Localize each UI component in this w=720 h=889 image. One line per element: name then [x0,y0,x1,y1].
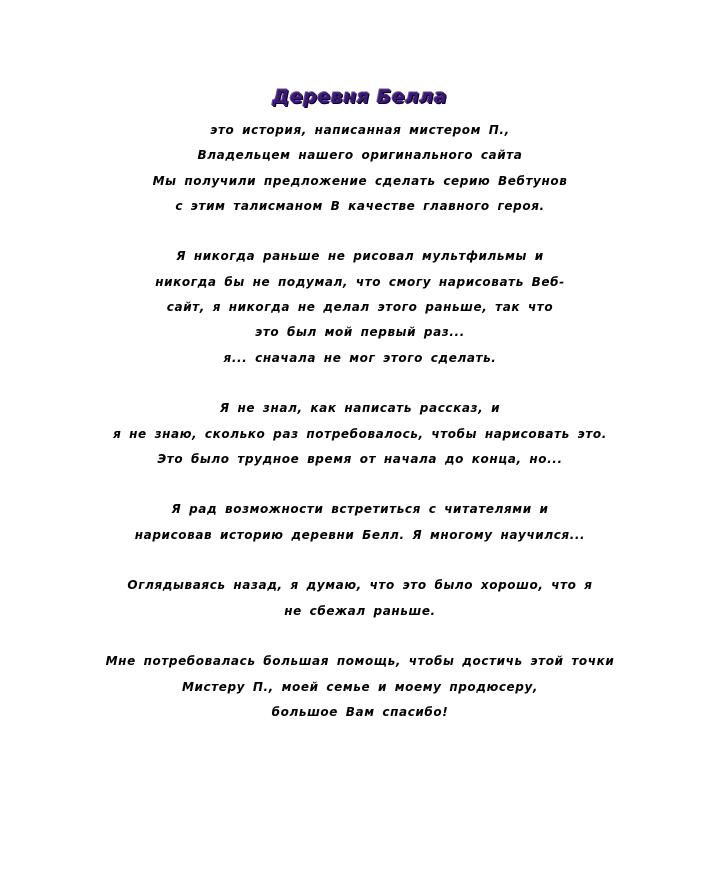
text-line: я... сначала не мог этого сделать. [223,350,497,365]
paragraph-gap [0,624,720,649]
text-line: не сбежал раньше. [284,603,436,618]
text-line: Оглядываясь назад, я думаю, что это было хорошо, что я [127,578,593,593]
text-line: большое Вам спасибо! [271,704,449,719]
document-body [0,118,720,725]
text-line: нарисовав историю деревни Белл. Я многому научился... [134,527,586,542]
paragraph-gap [0,219,720,244]
text-line: Мне потребовалась большая помощь, чтобы достичь этой точки [105,654,615,669]
text-line: это был мой первый раз... [255,325,465,340]
text-line: Я не знал, как написать рассказ, и [219,401,501,416]
text-line: это история, написанная мистером П., [210,123,510,137]
text-line: Мистеру П., моей семье и моему продюсеру, [181,679,539,694]
text-line: Владельцем нашего оригинального сайта [197,148,523,163]
text-line: Это было трудное время от начала до конца, но... [157,451,563,466]
text-line: Мы получили предложение сделать серию Вебтунов [152,173,568,188]
text-line: никогда бы не подумал, что смогу нарисовать Веб- [155,274,565,289]
text-line: сайт, я никогда не делал этого раньше, так что [166,300,554,315]
text-line: Я рад возможности встретиться с читателями и [171,502,549,517]
text-line: с этим талисманом В качестве главного героя. [175,198,545,213]
text-line: Я никогда раньше не рисовал мультфильмы и [176,249,544,264]
document-title: Деревня Белла [272,86,448,108]
paragraph-gap [0,371,720,396]
paragraph-gap [0,548,720,573]
text-line: я не знаю, сколько раз потребовалось, чтобы нарисовать это. [113,426,607,441]
paragraph-gap [0,472,720,497]
